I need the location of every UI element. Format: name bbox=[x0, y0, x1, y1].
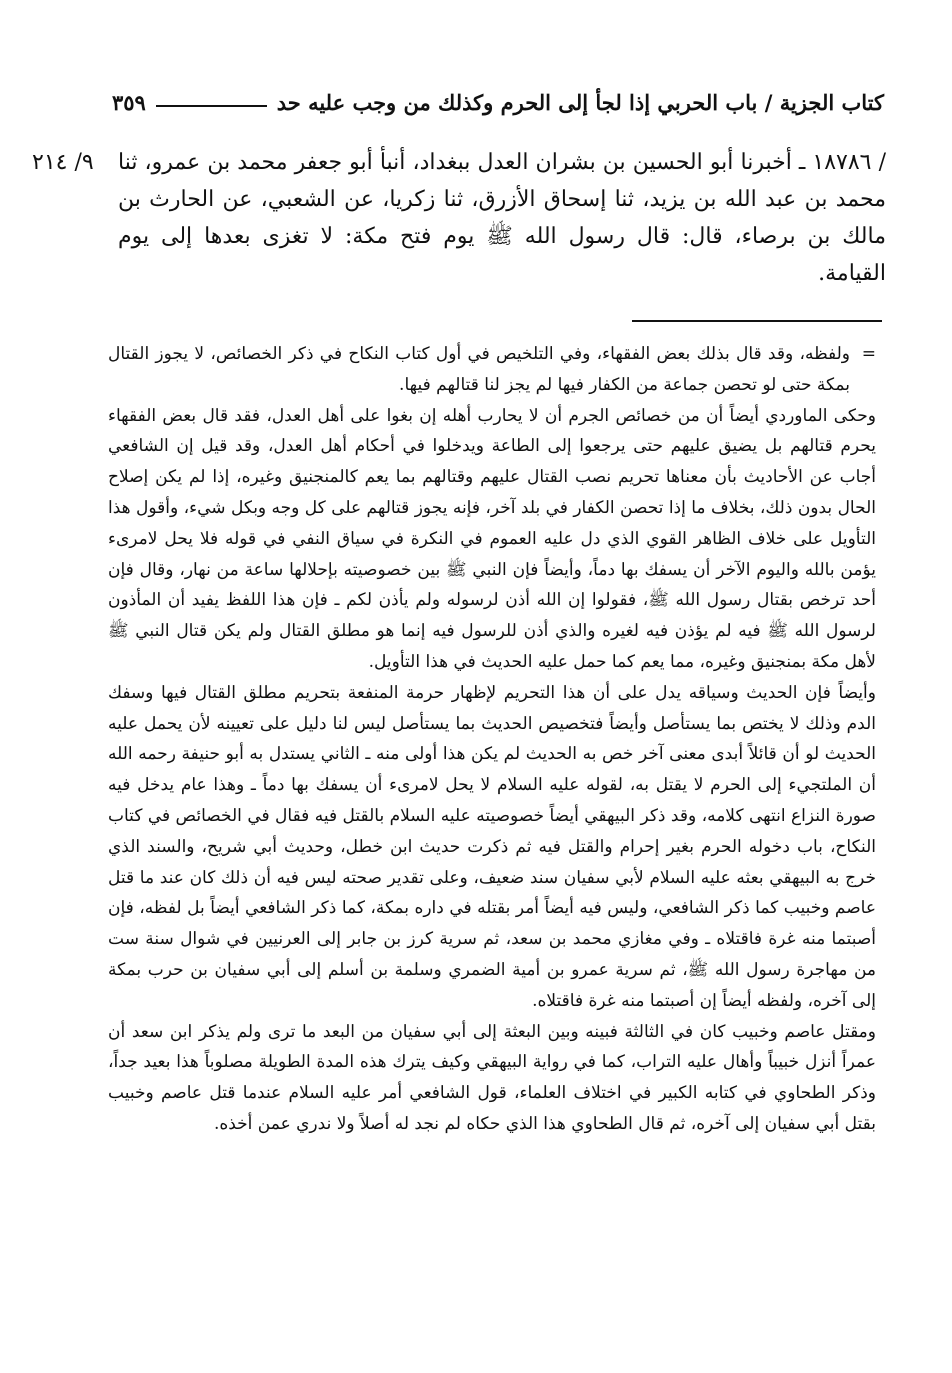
continuation-mark: = bbox=[861, 344, 876, 364]
footnote-text: ولفظه، وقد قال بذلك بعض الفقهاء، وفي التلخيص في أول كتاب النكاح في ذكر الخصائص، لا يجوز القتال بمكة حتى لو تحصن جماعة من الكفار فيها لم يجز لنا قتالهم فيها. bbox=[108, 344, 850, 395]
footnote-paragraph bbox=[108, 339, 876, 401]
margin-reference: ٩/ ٢١٤ bbox=[32, 150, 94, 175]
main-text bbox=[118, 144, 886, 292]
header-title: كتاب الجزية / باب الحربي إذا لجأ إلى الحرم وكذلك من وجب عليه حد bbox=[276, 89, 884, 115]
footnotes bbox=[108, 339, 876, 1140]
header-rule bbox=[156, 105, 267, 107]
page-number: ٣٥٩ bbox=[112, 89, 146, 115]
footnote-paragraph: وأيضاً فإن الحديث وسياقه يدل على أن هذا التحريم لإظهار حرمة المنفعة بتحريم مطلق القتال فيها وسفك الدم وذلك لا يختص بما يستأصل وأيضاً فتخصيص الحديث بما يستأصل ليس لنا دليل على تعيينه لأن يحمل عليه الحديث لو أن قائلاً أبدى معنى آخر خص به الحديث لم يكن هذا أولى منه ـ الثاني يستدل به أبو حنيفة رحمه الله أن الملتجيء إلى الحرم لا يقتل به، لقوله عليه السلام لا يحل لامرىء أن يسفك بها دماً ـ وهذا عام يدخل فيه صورة النزاع انتهى كلامه، وقد ذكر البيهقي أيضاً خصوصيته عليه السلام بالقتل فيه فقال في الخصائص في كتاب النكاح، باب دخوله الحرم بغير إحرام والقتل فيه ثم ذكرت حديث ابن خطل، وحديث أبي شريح، والسند الذي خرج به البيهقي بعثه عليه السلام لأبي سفيان سند ضعيف، وعلى تقدير صحته ليس فيه أن ذلك كان عند ما قتل عاصم وخبيب كما ذكر الشافعي، وليس فيه أيضاً أمر بقتله في داره بمكة، كما ذكر الشافعي أيضاً بل لفظه، فإن أصبتما منه غرة فاقتلاه ـ وفي مغازي محمد بن سعد، ثم سرية كرز بن جابر إلى العرنيين في شوال سنة ست من مهاجرة رسول الله ﷺ، ثم سرية عمرو بن أمية الضمري وسلمة بن أسلم إلى أبي سفيان بن حرب بمكة إلى آخره، ولفظه أيضاً إن أصبتما منه غرة فاقتلاه. bbox=[108, 682, 876, 1011]
footnote-paragraph: ومقتل عاصم وخبيب كان في الثالثة فبينه وبين البعثة إلى أبي سفيان من البعد ما ترى ولم يذكر ابن سعد أن عمراً أنزل خبيباً وأهال عليه التراب، كما في رواية البيهقي وكيف يترك هذه المدة الطويلة مصلوباً هذا بعيد جداً، وذكر الطحاوي في كتابه الكبير في اختلاف العلماء، قول الشافعي أمر عليه السلام عندما قتل عاصم وخبيب بقتل أبي سفيان إلى آخره، ثم قال الطحاوي هذا الذي حكاه لم نجد له أصلاً ولا ندري عمن أخذه. bbox=[108, 1021, 876, 1134]
footnote-paragraph: وحكى الماوردي أيضاً أن من خصائص الجرم أن لا يحارب أهله إن بغوا على أهل العدل، فقد قال بعض الفقهاء يحرم قتالهم بل يضيق عليهم حتى يرجعوا إلى الطاعة ويدخلوا في أحكام أهل العدل، وقد قيل إن الشافعي أجاب عن الأحاديث بأن معناها تحريم نصب القتال عليهم وقتالهم بما يعم كالمنجنيق وغيره، إذا لم يكن إصلاح الحال بدون ذلك، بخلاف ما إذا تحصن الكفار في بلد آخر، فإنه يجوز قتالهم على كل وجه وبكل شيء، وأقول هذا التأويل على خلاف الظاهر القوي الذي دل عليه العموم في النكرة في سياق النفي في قوله فلا يحل لامرىء يؤمن بالله واليوم الآخر أن يسفك بها دماً، وأيضاً فإن النبي ﷺ بين خصوصيته بإحلالها ساعة من نهار، وقال فإن أحد ترخص بقتال رسول الله ﷺ، فقولوا إن الله أذن لرسوله ولم يأذن لكم ـ فإن هذا اللفظ يفيد أن المأذون لرسول الله ﷺ فيه لم يؤذن فيه لغيره والذي أذن للرسول فيه إنما هو مطلق القتال ولم يكن قتال النبي ﷺ لأهل مكة بمنجنيق وغيره، مما يعم كما حمل عليه الحديث في هذا التأويل. bbox=[108, 405, 876, 672]
hadith-text: / ١٨٧٨٦ ـ أخبرنا أبو الحسين بن بشران العدل ببغداد، أنبأ أبو جعفر محمد بن عمرو، ثنا محمد بن عبد الله بن يزيد، ثنا إسحاق الأزرق، ثنا زكريا، عن الشعبي، عن الحارث بن مالك بن برصاء، قال: قال رسول الله ﷺ يوم فتح مكة: لا تغزى بعدها إلى يوم القيامة. bbox=[118, 150, 886, 286]
footnote-divider bbox=[632, 320, 882, 322]
running-header bbox=[112, 82, 884, 122]
